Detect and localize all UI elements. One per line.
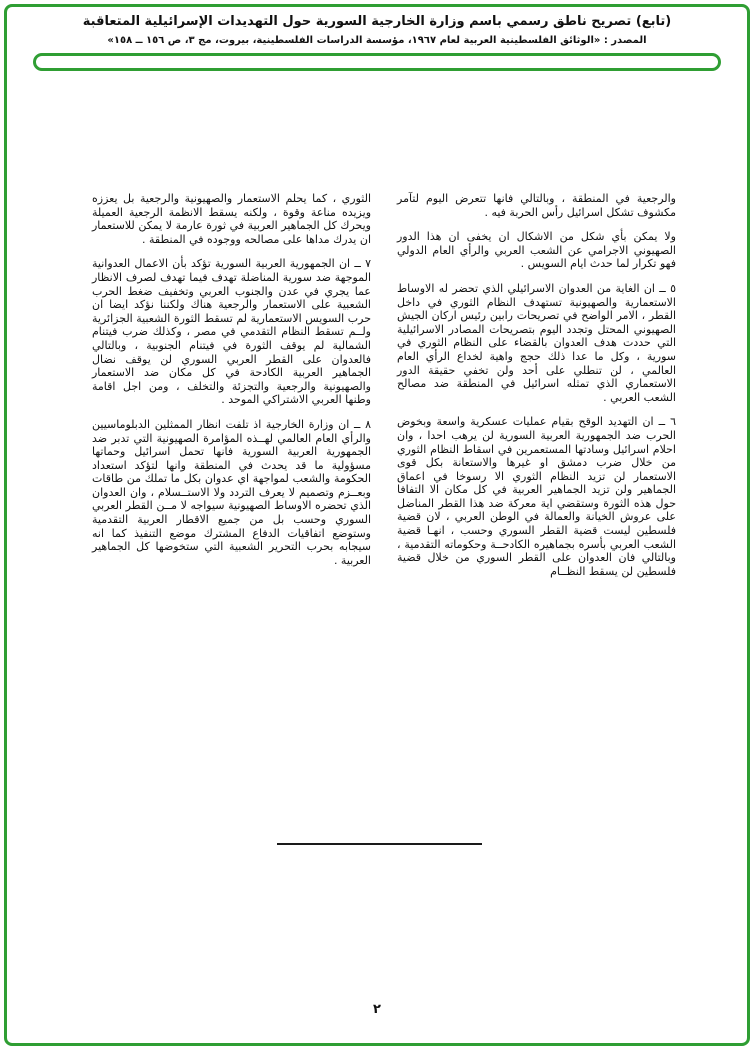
column-right (397, 192, 676, 589)
paragraph: ٧ ــ ان الجمهورية العربية السورية تؤكد بأن الاعمال العدوانية الموجهة ضد سورية المناضلة تهدف فيما تهدف لصرف الانظار عما يجري في عدن والجنوب العربي وتخفيف ضغط الحرب الشعبية على الاستعمار والرجعية هناك ولكننا نؤكد ايضا ان حرب السويس الاستعمارية لم تسقط الثورة الشعبية الجزائرية ولــم تسقط النظام التقدمي في مصر ، وكذلك ضرب فيتنام الشمالية لم يوقف الثورة في فيتنام الجنوبية ، وبالتالي فالعدوان على القطر العربي السوري لن يوقف نضال الجماهير العربية الكادحة في كل مكان ضد الاستعمار والصهيونية والرجعية والتجزئة والتخلف ، ومن اجل اقامة وطنها العربي الاشتراكي الموحد . (92, 257, 371, 407)
document-title: (تابع) تصريح ناطق رسمي باسم وزارة الخارجية السورية حول التهديدات الإسرائيلية المتعاقبة (82, 14, 672, 29)
document-source: المصدر : «الوثائق الفلسطينية العربية لعام ١٩٦٧، مؤسسة الدراسات الفلسطينية، بيروت، مج ٣، ص ١٥٦ ــ ١٥٨» (107, 34, 647, 46)
page-number: ٢ (373, 1002, 381, 1017)
decorative-pill-box (33, 53, 721, 71)
document-page (7, 7, 747, 1043)
paragraph: ولا يمكن بأي شكل من الاشكال ان يخفى ان هذا الدور الصهيوني الاجرامي عن الشعب العربي والرأي العام الدولي فهو تكرار لما حدث ايام السويس . (397, 230, 676, 271)
paragraph: ٥ ــ ان الغاية من العدوان الاسرائيلي الذي تحضر له الاوساط الاستعمارية والصهيونية تستهدف النظام الثوري في داخل القطر ، الامر الواضح في تصريحات رابين رئيس اركان الجيش الصهيوني المحتل وتجدد اليوم بتصريحات المصادر الاسرائيلية التي حددت هدف العدوان بالقضاء على النظام الثوري في سورية ، وكل ما عدا ذلك حجج واهية لخداع الرأي العام العالمي ، لن تنطلي على أحد ولن تخفي حقيقة الدور الاستعماري الذي تمثله اسرائيل في المنطقة ضد مصالح الشعب العربي . (397, 281, 676, 404)
paragraph: والرجعية في المنطقة ، وبالتالي فانها تتعرض اليوم لتآمر مكشوف تشكل اسرائيل رأس الحربة فيه . (397, 192, 676, 219)
column-left (92, 192, 371, 589)
section-divider (277, 843, 482, 845)
document-header (7, 7, 747, 71)
paragraph: الثوري ، كما يحلم الاستعمار والصهيونية والرجعية بل يعززه ويزيده مناعة وقوة ، ولكنه يسقط الانظمة الرجعية العميلة ويحرك كل الجماهير العربية في ثورة عارمة لا يمكن للاستعمار ان يدرك مداها على مصالحه ووجوده في المنطقة . (92, 192, 371, 246)
document-body (92, 192, 676, 589)
paragraph: ٦ ــ ان التهديد الوقح بقيام عمليات عسكرية واسعة وبخوض الحرب ضد الجمهورية العربية السورية لن يرهب احدا ، وان احلام اسرائيل وسادتها المستعمرين في اسقاط النظام الثوري من خلال ضرب دمشق او غيرها والاستعانة بكل قوى الاستعمار لن تزيد النظام الثوري الا رسوخا في اعماق الجماهير ولن تزيد الجماهير العربية في كل مكان الا التفافا حول هذه الثورة وستقضي اية معركة ضد هذا القطر المناضل على عروش الخيانة والعمالة في الوطن العربي ، لان قضية فلسطين ليست قضية القطر السوري وحسب ، انهـا قضية الشعب العربي بأسره بجماهيره الكادحــة وحكوماته التقدمية ، وبالتالي فان العدوان على القطر السوري من خلال قضية فلسطين لن يسقط النظــام (397, 415, 676, 578)
paragraph: ٨ ــ ان وزارة الخارجية اذ تلفت انظار الممثلين الدبلوماسيين والرأي العام العالمي لهــذه المؤامرة الصهيونية التي تدبر ضد الجمهورية العربية السورية فانها تحمل اسرائيل وحماتها مسؤولية ما قد يحدث في المنطقة وانها لتؤكد استعداد الحكومة والشعب لمواجهة اي عدوان بكل ما تملك من طاقات وبعــزم وتصميم لا يعرف التردد ولا الاستــسلام ، وان العدوان الذي تحضره الاوساط الصهيونية سيواجه لا مــن القطر العربي السوري وحسب بل من جميع الاقطار العربية التقدمية وستوضع اتفاقيات الدفاع المشترك موضع التنفيذ كما انه سيجابه بحرب التحرير الشعبية التي ستخوضها كل الجماهير العربية . (92, 417, 371, 567)
